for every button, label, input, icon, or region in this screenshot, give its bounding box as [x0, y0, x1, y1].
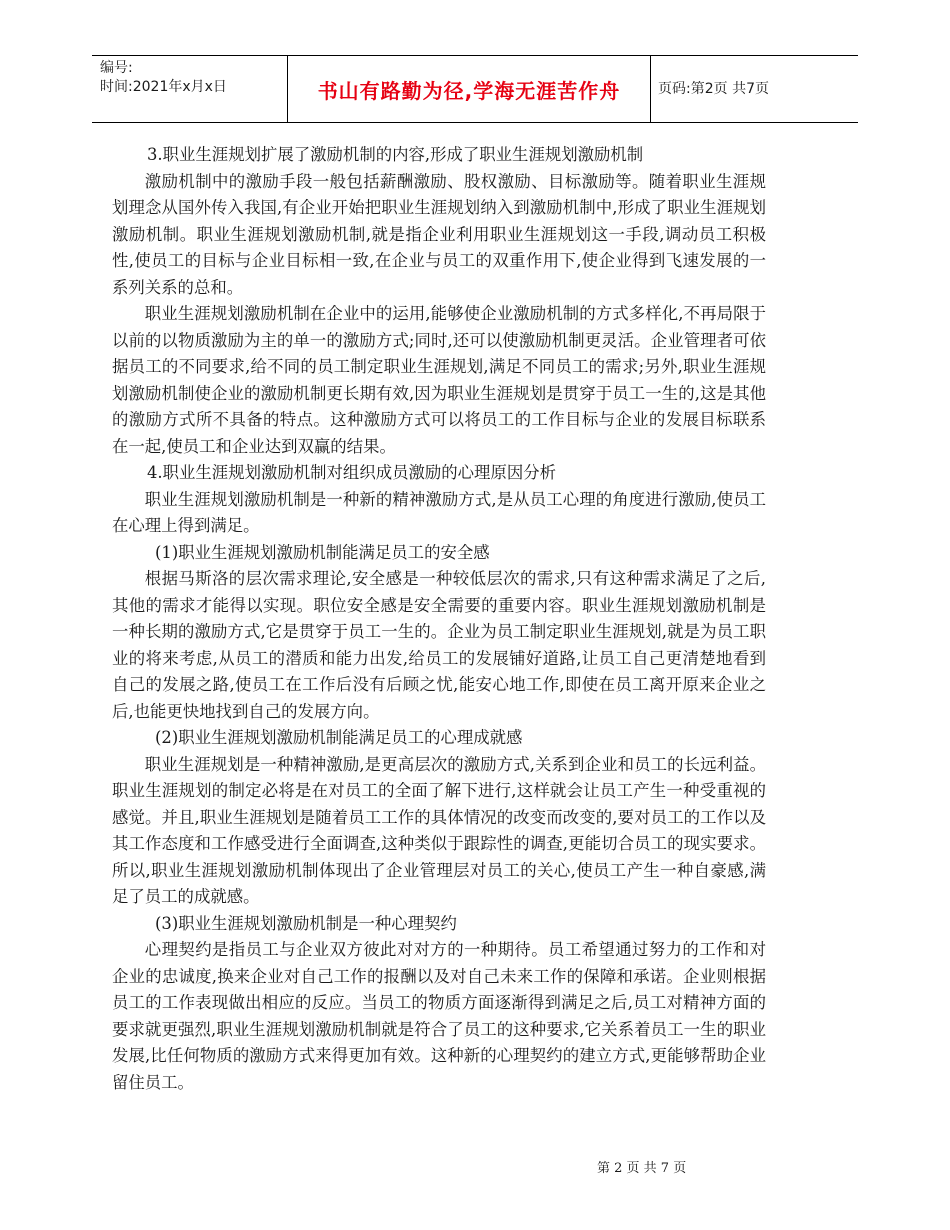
body-paragraph: 心理契约是指员工与企业双方彼此对对方的一种期待。员工希望通过努力的工作和对企业的忠诚度,换来企业对自己工作的报酬以及对自己未来工作的保障和承诺。企业则根据员工的工作表现做出相应的反应。当员工的物质方面逐渐得到满足之后,员工对精神方面的要求就更强烈,职业生涯规划激励机制就是符合了员工的这种要求,它关系着员工一生的职业发展,比任何物质的激励方式来得更加有效。这种新的心理契约的建立方式,更能够帮助企业留住员工。 — [112, 940, 766, 1092]
section-heading: 4.职业生涯规划激励机制对组织成员激励的心理原因分析 — [147, 463, 557, 482]
body-paragraph: 职业生涯规划激励机制在企业中的运用,能够使企业激励机制的方式多样化,不再局限于以前的以物质激励为主的单一的激励方式;同时,还可以使激励机制更灵活。企业管理者可依据员工的不同要求,给不同的员工制定职业生涯规划,满足不同员工的需求;另外,职业生涯规划激励机制使企业的激励机制更长期有效,因为职业生涯规划是贯穿于员工一生的,这是其他的激励方式所不具备的特点。这种激励方式可以将员工的工作目标与企业的发展目标联系在一起,使员工和企业达到双赢的结果。 — [112, 304, 766, 456]
header-page-number: 页码:第2页 共7页 — [658, 81, 769, 97]
subsection-heading: (1)职业生涯规划激励机制能满足员工的安全感 — [155, 542, 490, 562]
header-meta — [100, 59, 227, 97]
document-body — [112, 142, 766, 1096]
page-footer: 第 2 页 共 7 页 — [597, 1161, 687, 1176]
body-paragraph: 激励机制中的激励手段一般包括薪酬激励、股权激励、目标激励等。随着职业生涯规划理念从国外传入我国,有企业开始把职业生涯规划纳入到激励机制中,形成了职业生涯规划激励机制。职业生涯规划激励机制,就是指企业利用职业生涯规划这一手段,调动员工积极性,使员工的目标与企业目标相一致,在企业与员工的双重作用下,使企业得到飞速发展的一系列关系的总和。 — [112, 171, 766, 297]
body-paragraph: 职业生涯规划激励机制是一种新的精神激励方式,是从员工心理的角度进行激励,使员工在心理上得到满足。 — [112, 489, 766, 535]
body-paragraph: 职业生涯规划是一种精神激励,是更高层次的激励方式,关系到企业和员工的长远利益。职业生涯规划的制定必将是在对员工的全面了解下进行,这样就会让员工产生一种受重视的感觉。并且,职业生涯规划是随着员工工作的具体情况的改变而改变的,要对员工的工作以及其工作态度和工作感受进行全面调查,这种类似于跟踪性的调查,更能切合员工的现实要求。所以,职业生涯规划激励机制体现出了企业管理层对员工的关心,使员工产生一种自豪感,满足了员工的成就感。 — [112, 754, 766, 906]
document-time-label: 时间:2021年x月x日 — [100, 79, 227, 95]
subsection-heading: (2)职业生涯规划激励机制能满足员工的心理成就感 — [155, 728, 523, 747]
subsection-heading: (3)职业生涯规划激励机制是一种心理契约 — [155, 913, 457, 933]
body-paragraph: 根据马斯洛的层次需求理论,安全感是一种较低层次的需求,只有这种需求满足了之后,其他的需求才能得以实现。职位安全感是安全需要的重要内容。职业生涯规划激励机制是一种长期的激励方式,它是贯穿于员工一生的。企业为员工制定职业生涯规划,就是为员工职业的将来考虑,从员工的潜质和能力出发,给员工的发展铺好道路,让员工自己更清楚地看到自己的发展之路,使员工在工作后没有后顾之忧,能安心地工作,即使在员工离开原来企业之后,也能更快地找到自己的发展方向。 — [112, 569, 766, 721]
document-number-label: 编号: — [100, 60, 133, 76]
page-header — [92, 55, 858, 123]
header-motto: 书山有路勤为径,学海无涯苦作舟 — [287, 56, 651, 122]
section-heading: 3.职业生涯规划扩展了激励机制的内容,形成了职业生涯规划激励机制 — [147, 145, 644, 164]
